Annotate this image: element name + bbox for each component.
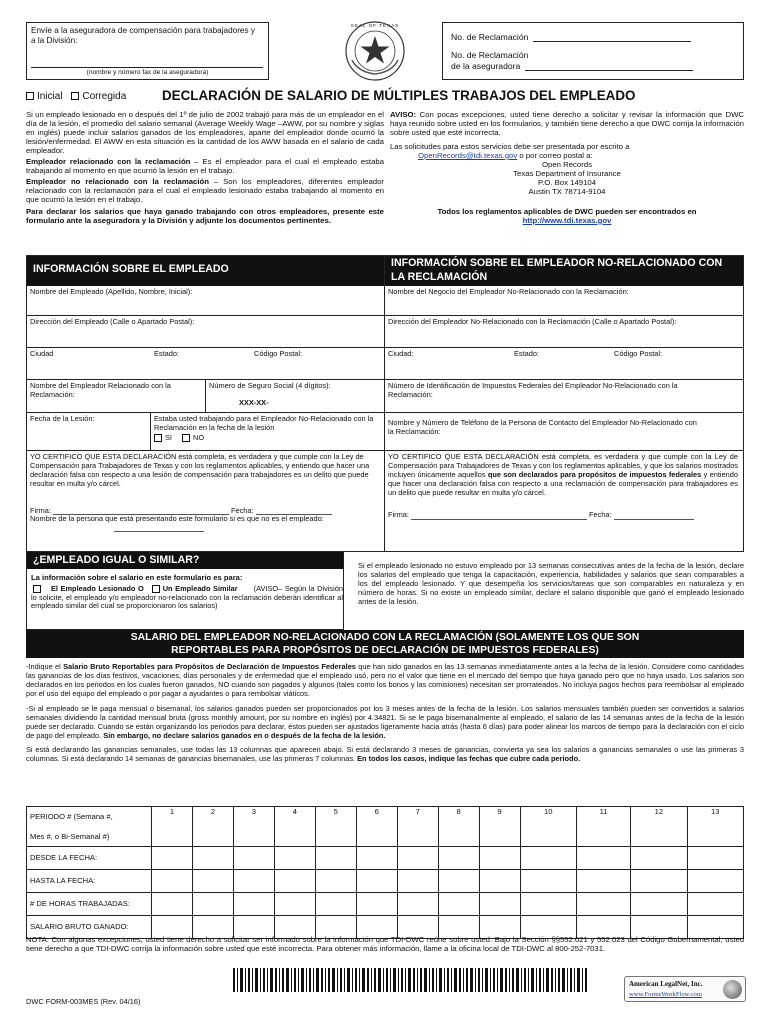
employee-section xyxy=(26,255,385,552)
open-records-email-link[interactable]: OpenRecords@tdi.texas.gov xyxy=(418,150,518,160)
working-on-injury-date: Estaba usted trabajando para el Empleador No-Relacionado con la Reclamación en la fecha de la lesión SI NO xyxy=(151,413,384,451)
injury-date-field[interactable]: Fecha de la Lesión: xyxy=(27,413,151,451)
period-col: 5 xyxy=(315,807,356,827)
submission-instruction: Para declarar los salarios que haya ganado trabajando con otros empleadores, presente este formulario ante la aseguradora y la División y adjunte los documentos pertinentes. xyxy=(26,206,384,225)
insurer-claim-field[interactable] xyxy=(525,62,693,71)
employee-certification: YO CERTIFICO QUE ESTA DECLARACIÓN está completa, es verdadera y que cumple con la Ley de Compensación para Trabajadores de Texas y con los reglamentos aplicables, y entiendo que hacer una declaración falsa con respecto a una lesión de compensación para trabajadores es un delito que puede resultar en multa y/o cárcel. Firma: Fecha: Nombre de la persona que está presentando este formulario si es que no es el empleado: xyxy=(27,451,384,551)
claim-no-field[interactable] xyxy=(533,33,691,42)
similar-employee-heading: ¿EMPLEADO IGUAL O SIMILAR? xyxy=(27,552,343,569)
to-date-row: HASTA LA FECHA: xyxy=(27,870,744,893)
claim-no-label: No. de Reclamación xyxy=(451,32,529,42)
employee-state-field[interactable]: Estado: xyxy=(151,348,251,380)
send-to-box xyxy=(26,22,269,80)
initial-label: Inicial xyxy=(37,91,63,102)
similar-subheading: La información sobre el salario en este formulario es para: xyxy=(31,573,243,582)
page-title: DECLARACIÓN DE SALARIO DE MÚLTIPLES TRABAJOS DEL EMPLEADO xyxy=(162,88,636,103)
business-name-field[interactable]: Nombre del Negocio del Empleador No-Relacionado con la Reclamación: xyxy=(385,286,743,316)
wage-periods-table xyxy=(26,806,744,939)
employee-city-field[interactable]: Ciudad xyxy=(27,348,151,380)
wages-instructions: -Indique el Salario Bruto Reportables para Propósitos de Declaración de Impuestos Federales que han sido ganados en las 13 semanas inmediatamente antes a la fecha de la lesión. Considere como cantidades las ganancias de los días festivos, vacaciones, días personales y de enfermedad que el empleado usó, pero no el valor que tiene en el mercado del tiempo que haya ganado pero que no haya usado. Los salarios son declarados en los periodos en los cuales fueron ganados, NO cuando son pagados y algunos (tales como los bonos y las comisiones) necesitan ser prorrateados. No incluya pagos hechos para reembolsar al empleado por el uso del equipo del empleado o por pagar a ayudantes o para rembolsar viáticos. -Si al empleado se le paga mensual o bisemanal, los salarios ganados pueden ser proporcionados por los 3 meses antes de la fecha de la lesión. Los salarios mensuales también pueden ser convertidos a salarios semanales dividiendo la cantidad mensual bruta (gross monthly amount, por su nombre en inglés) por 4.34821. Si se le paga bisemanalmente al empleado, el salario de las 14 semanas antes de la fecha de la lesión puede ser declarado. Cuando se están organizando los periodos para declarar, éstos pueden ser ajustados ligeramente hacia atrás (hasta 6 días) para poder alinear los marcos de tiempo para la declaración con el ciclo de pago del empleado. Sin embargo, no declare salarios ganados en o después de la fecha de la lesión. Si está declarando las ganancias semanales, use todas las 13 columnas que aparecen abajo. Si está declarando 3 meses de ganancias, convierta ya sea los salarios a ganancias semanales o use las primeras 3 columnas. Si está declarando 14 semanas de ganancias bisemanales, use las primeras 7 columnas. En todos los casos, indique las fechas que cubre cada periodo. xyxy=(26,662,744,764)
unrelated-employer-section xyxy=(385,255,744,552)
fein-field[interactable]: Número de Identificación de Impuestos Federales del Empleador No-Relacionado con la Reclamación: xyxy=(385,380,743,413)
publisher-name: American LegalNet, Inc. xyxy=(629,980,703,988)
similar-employee-instructions: Si el empleado lesionado no estuvo empleado por 13 semanas consecutivas antes de la fecha de la lesión, declare los salarios del empleado que tenga la capacitación, experiencia, habilidades y salarios que sean comparables a los del empleado lesionado. Y que desempeña los servicios/tareas que son comparables en naturaleza y en número de horas. Si no existe un empleado similar, declare el salario disponible que ganó el empleado lesionado antes de la lesión. xyxy=(358,561,744,606)
insurer-name-field[interactable] xyxy=(31,58,263,68)
employee-name-field[interactable]: Nombre del Empleado (Apellido, Nombre, Inicial): xyxy=(27,286,384,316)
unrelated-employer-term: Empleador no relacionado con la reclamación xyxy=(26,176,209,186)
insurer-claim-label-2: de la aseguradora xyxy=(451,61,521,71)
period-label-row-2: Mes #, o Bi-Semanal #) xyxy=(27,827,744,847)
regulations-text: Todos los reglamentos aplicables de DWC pueden ser encontrados en xyxy=(437,206,697,216)
intro-paragraph: Si un empleado lesionado en o después del 1º de julio de 2002 trabajó para más de un empleador en el día de la lesión, el promedio del salario semanal (Average Weekly Wage –AWW, por su nombre y siglas en inglés) puede incluir salarios ganados de los empleadores, aparte del empleador donde ocurrió la lesión/enfermedad. El AWW en esta situación es la cantidad de los AWW basada en el salario de cada empleador. xyxy=(26,110,384,155)
period-col: 9 xyxy=(479,807,520,827)
employer-date-field[interactable] xyxy=(614,512,694,520)
seal-text: SEAL OF TEXAS xyxy=(350,23,400,28)
publisher-badge[interactable] xyxy=(624,976,746,1002)
period-col: 1 xyxy=(152,807,193,827)
contact-person-field[interactable]: Nombre y Número de Teléfono de la Persona de Contacto del Empleador No-Relacionado con la Reclamación: xyxy=(385,413,743,451)
period-col: 7 xyxy=(397,807,438,827)
related-employer-def: – Es el empleador para el cual el empleado estaba trabajando al momento en que ocurrió la lesión en el trabajo. xyxy=(26,156,385,175)
footer-note: NOTA: Con algunas excepciones, usted tiene derecho a solicitar ser informado sobre la información que TDI-DWC reúne sobre usted. Bajo la Sección §§552.021 y 552.023 del Código Gubernamental, usted tiene derecho a que TDI-DWC corrija la información sobre usted que esté incorrecta. Para obtener más información, llame a la oficina local de TDI-DWC al 800-252-7031. xyxy=(26,935,744,954)
publisher-logo-icon xyxy=(723,980,742,999)
report-type xyxy=(26,91,126,103)
related-employer-field[interactable]: Nombre del Empleador Relacionado con la Reclamación: xyxy=(27,380,206,413)
period-col: 10 xyxy=(520,807,576,827)
period-col: 2 xyxy=(192,807,233,827)
wages-heading: SALARIO DEL EMPLEADOR NO-RELACIONADO CON LA RECLAMACIÓN (SOLAMENTE LOS QUE SON REPORTABLES PARA PROPÓSITOS DE DECLARACIÓN DE IMPUESTOS FEDERALES) xyxy=(26,630,744,658)
working-no-checkbox[interactable] xyxy=(182,434,190,442)
unrelated-employer-heading: INFORMACIÓN SOBRE EL EMPLEADOR NO-RELACIONADO CON LA RECLAMACIÓN xyxy=(385,256,743,286)
employee-section-heading: INFORMACIÓN SOBRE EL EMPLEADO xyxy=(27,256,384,286)
period-col: 3 xyxy=(233,807,274,827)
working-yes-checkbox[interactable] xyxy=(154,434,162,442)
from-date-row: DESDE LA FECHA: xyxy=(27,847,744,870)
send-to-label: Envíe a la aseguradora de compensación para trabajadores y a la División: xyxy=(31,26,255,45)
employee-address-field[interactable]: Dirección del Empleado (Calle o Apartado Postal): xyxy=(27,316,384,348)
business-address-field[interactable]: Dirección del Empleador No-Relacionado con la Reclamación (Calle o Apartado Postal): xyxy=(385,316,743,348)
publisher-url[interactable]: www.FormsWorkFlow.com xyxy=(629,991,702,998)
tdi-website-link[interactable]: http://www.tdi.texas.gov xyxy=(522,215,612,225)
barcode xyxy=(233,968,589,992)
mailing-address: Open Records Texas Department of Insurance P.O. Box 149104 Austin TX 78714-9104 xyxy=(513,159,621,196)
related-employer-term: Empleador relacionado con la reclamación xyxy=(26,156,191,166)
corrected-label: Corregida xyxy=(82,91,127,102)
period-col: 8 xyxy=(438,807,479,827)
form-id: DWC FORM-003MES (Rev. 04/16) xyxy=(26,997,141,1006)
business-zip-field[interactable]: Código Postal: xyxy=(611,348,743,380)
preparer-name-field[interactable] xyxy=(114,524,204,532)
initial-checkbox[interactable] xyxy=(26,92,34,100)
business-state-field[interactable]: Estado: xyxy=(511,348,611,380)
business-city-field[interactable]: Ciudad: xyxy=(385,348,511,380)
aviso-label: AVISO: xyxy=(390,110,417,119)
hours-worked-row: # DE HORAS TRABAJADAS: xyxy=(27,893,744,916)
ssn-field[interactable]: Número de Seguro Social (4 dígitos): XXX-XX- xyxy=(206,380,384,413)
aviso-text: Con pocas excepciones, usted tiene derecho a solicitar y revisar la información que DWC haya reunido sobre usted en los formularios, y también tiene derecho a que DWC corrija la información sobre usted que esté incorrecta. xyxy=(390,110,744,137)
period-number-row: PERIODO # (Semana #, 1 2 3 4 5 6 7 8 9 10 11 12 13 xyxy=(27,807,744,827)
period-col: 4 xyxy=(274,807,315,827)
by-mail-text: o por correo postal a: xyxy=(517,150,593,160)
period-col: 11 xyxy=(576,807,630,827)
employer-signature-field[interactable] xyxy=(411,512,587,520)
claim-number-box xyxy=(442,22,744,80)
texas-seal xyxy=(338,20,412,82)
corrected-checkbox[interactable] xyxy=(71,92,79,100)
unrelated-employer-def: – Son los empleadores, diferentes empleador relacionado con la reclamación para el cual el empleado lesionado estaba trabajando al momento en que ocurrió la lesión en el trabajo. xyxy=(26,176,384,204)
insurer-caption: (nombre y número fax de la aseguradora) xyxy=(86,69,209,76)
requests-text: Las solicitudes para estos servicios debe ser presentada por escrito a xyxy=(390,141,630,151)
gross-wages-row: SALARIO BRUTO GANADO: xyxy=(27,916,744,939)
insurer-claim-label-1: No. de Reclamación xyxy=(451,50,529,60)
period-col: 12 xyxy=(631,807,687,827)
period-col: 13 xyxy=(687,807,743,827)
similar-employee-section: ¿EMPLEADO IGUAL O SIMILAR? La información sobre el salario en este formulario es para: El Empleado Lesionado O Un Empleado Similar (AVISO– Según la División lo solicite, el empleado y/o empleador no-relacionado con la reclamación deberán identificar al empleado similar del cual se proporcionaron los salarios) xyxy=(26,552,344,630)
employee-zip-field[interactable]: Código Postal: xyxy=(251,348,384,380)
period-col: 6 xyxy=(356,807,397,827)
ssn-mask: XXX-XX- xyxy=(239,397,269,407)
employer-certification: YO CERTIFICO QUE ESTA DECLARACIÓN está completa, es verdadera y que cumple con la Ley de Compensación para Trabajadores de Texas y con los reglamentos aplicables, y que los salarios mostrados incluyen únicamente aquellos que son declarados para propósitos de impuestos federales y entiendo que hacer una declaración falsa con respecto a una reclamación de compensación para trabajadores es un delito que puede resultar en multa y/o cárcel. Firma: Fecha: xyxy=(388,452,738,520)
